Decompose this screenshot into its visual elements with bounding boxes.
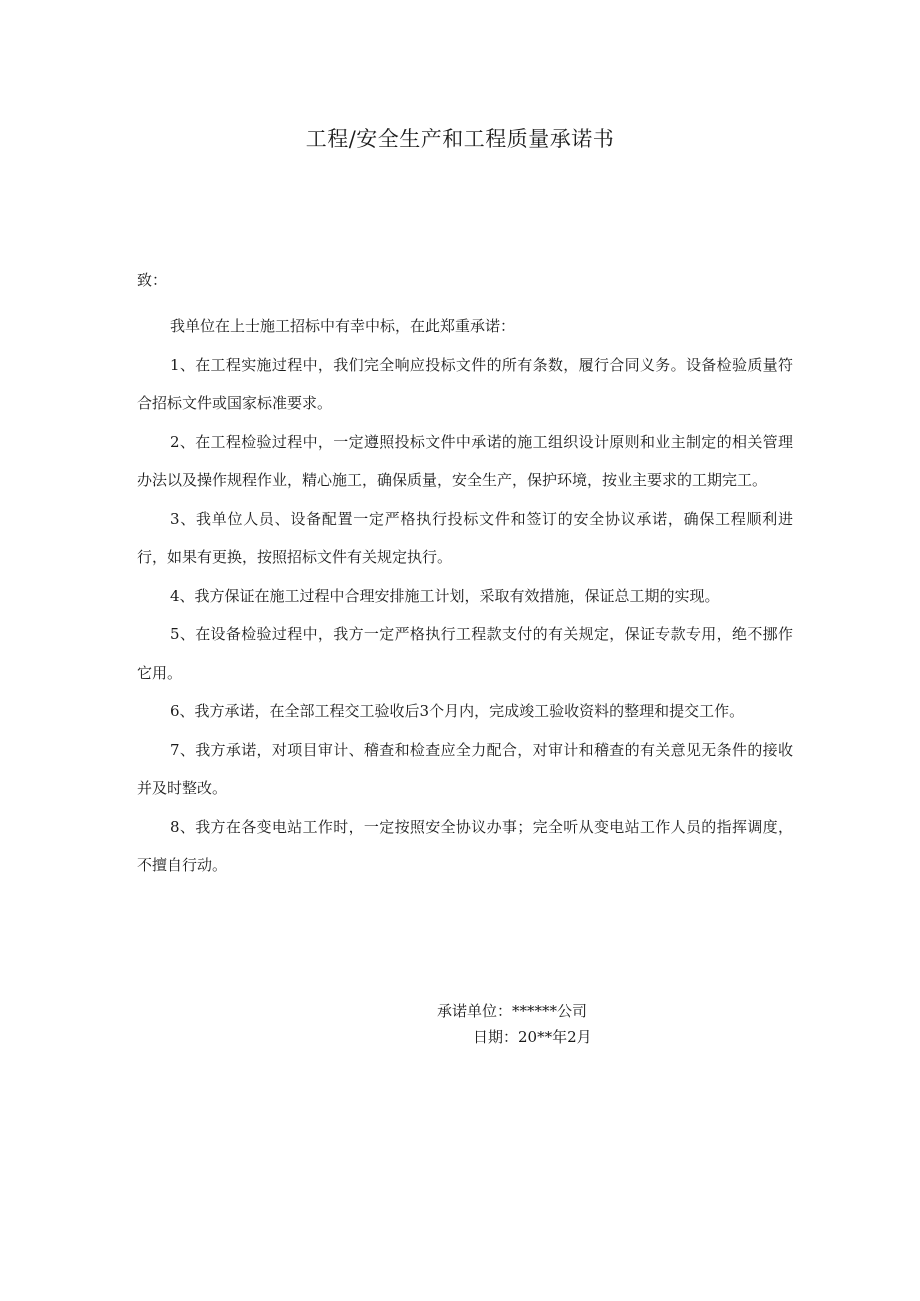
commitment-item-8: 8、我方在各变电站工作时，一定按照安全协议办事；完全听从变电站工作人员的指挥调度，不擅自行动。 <box>137 817 793 874</box>
intro-paragraph: 我单位在上士施工招标中有幸中标，在此郑重承诺： <box>170 317 516 335</box>
commitment-item-6: 6、我方承诺，在全部工程交工验收后3个月内，完成竣工验收资料的整理和提交工作。 <box>170 702 745 720</box>
salutation: 致： <box>137 271 168 289</box>
commitment-item-7: 7、我方承诺，对项目审计、稽查和检查应全力配合，对审计和稽查的有关意见无条件的接收并及时整改。 <box>137 740 793 797</box>
commitment-item-2: 2、在工程检验过程中，一定遵照投标文件中承诺的施工组织设计原则和业主制定的相关管理办法以及操作规程作业，精心施工，确保质量，安全生产，保护环境，按业主要求的工期完工。 <box>137 432 793 489</box>
signature-date: 日期：20**年2月 <box>473 1028 592 1046</box>
commitment-item-3: 3、我单位人员、设备配置一定严格执行投标文件和签订的安全协议承诺，确保工程顺利进行，如果有更换，按照招标文件有关规定执行。 <box>137 509 793 566</box>
commitment-item-5: 5、在设备检验过程中，我方一定严格执行工程款支付的有关规定，保证专款专用，绝不挪作它用。 <box>137 625 793 682</box>
commitment-item-4: 4、我方保证在施工过程中合理安排施工计划，采取有效措施，保证总工期的实现。 <box>170 586 720 605</box>
commitment-item-1: 1、在工程实施过程中，我们完全响应投标文件的所有条数，履行合同义务。设备检验质量符合招标文件或国家标准要求。 <box>137 355 793 412</box>
document-title: 工程/安全生产和工程质量承诺书 <box>305 127 615 151</box>
signature-company: 承诺单位：******公司 <box>437 1002 588 1020</box>
document-body <box>137 307 793 885</box>
